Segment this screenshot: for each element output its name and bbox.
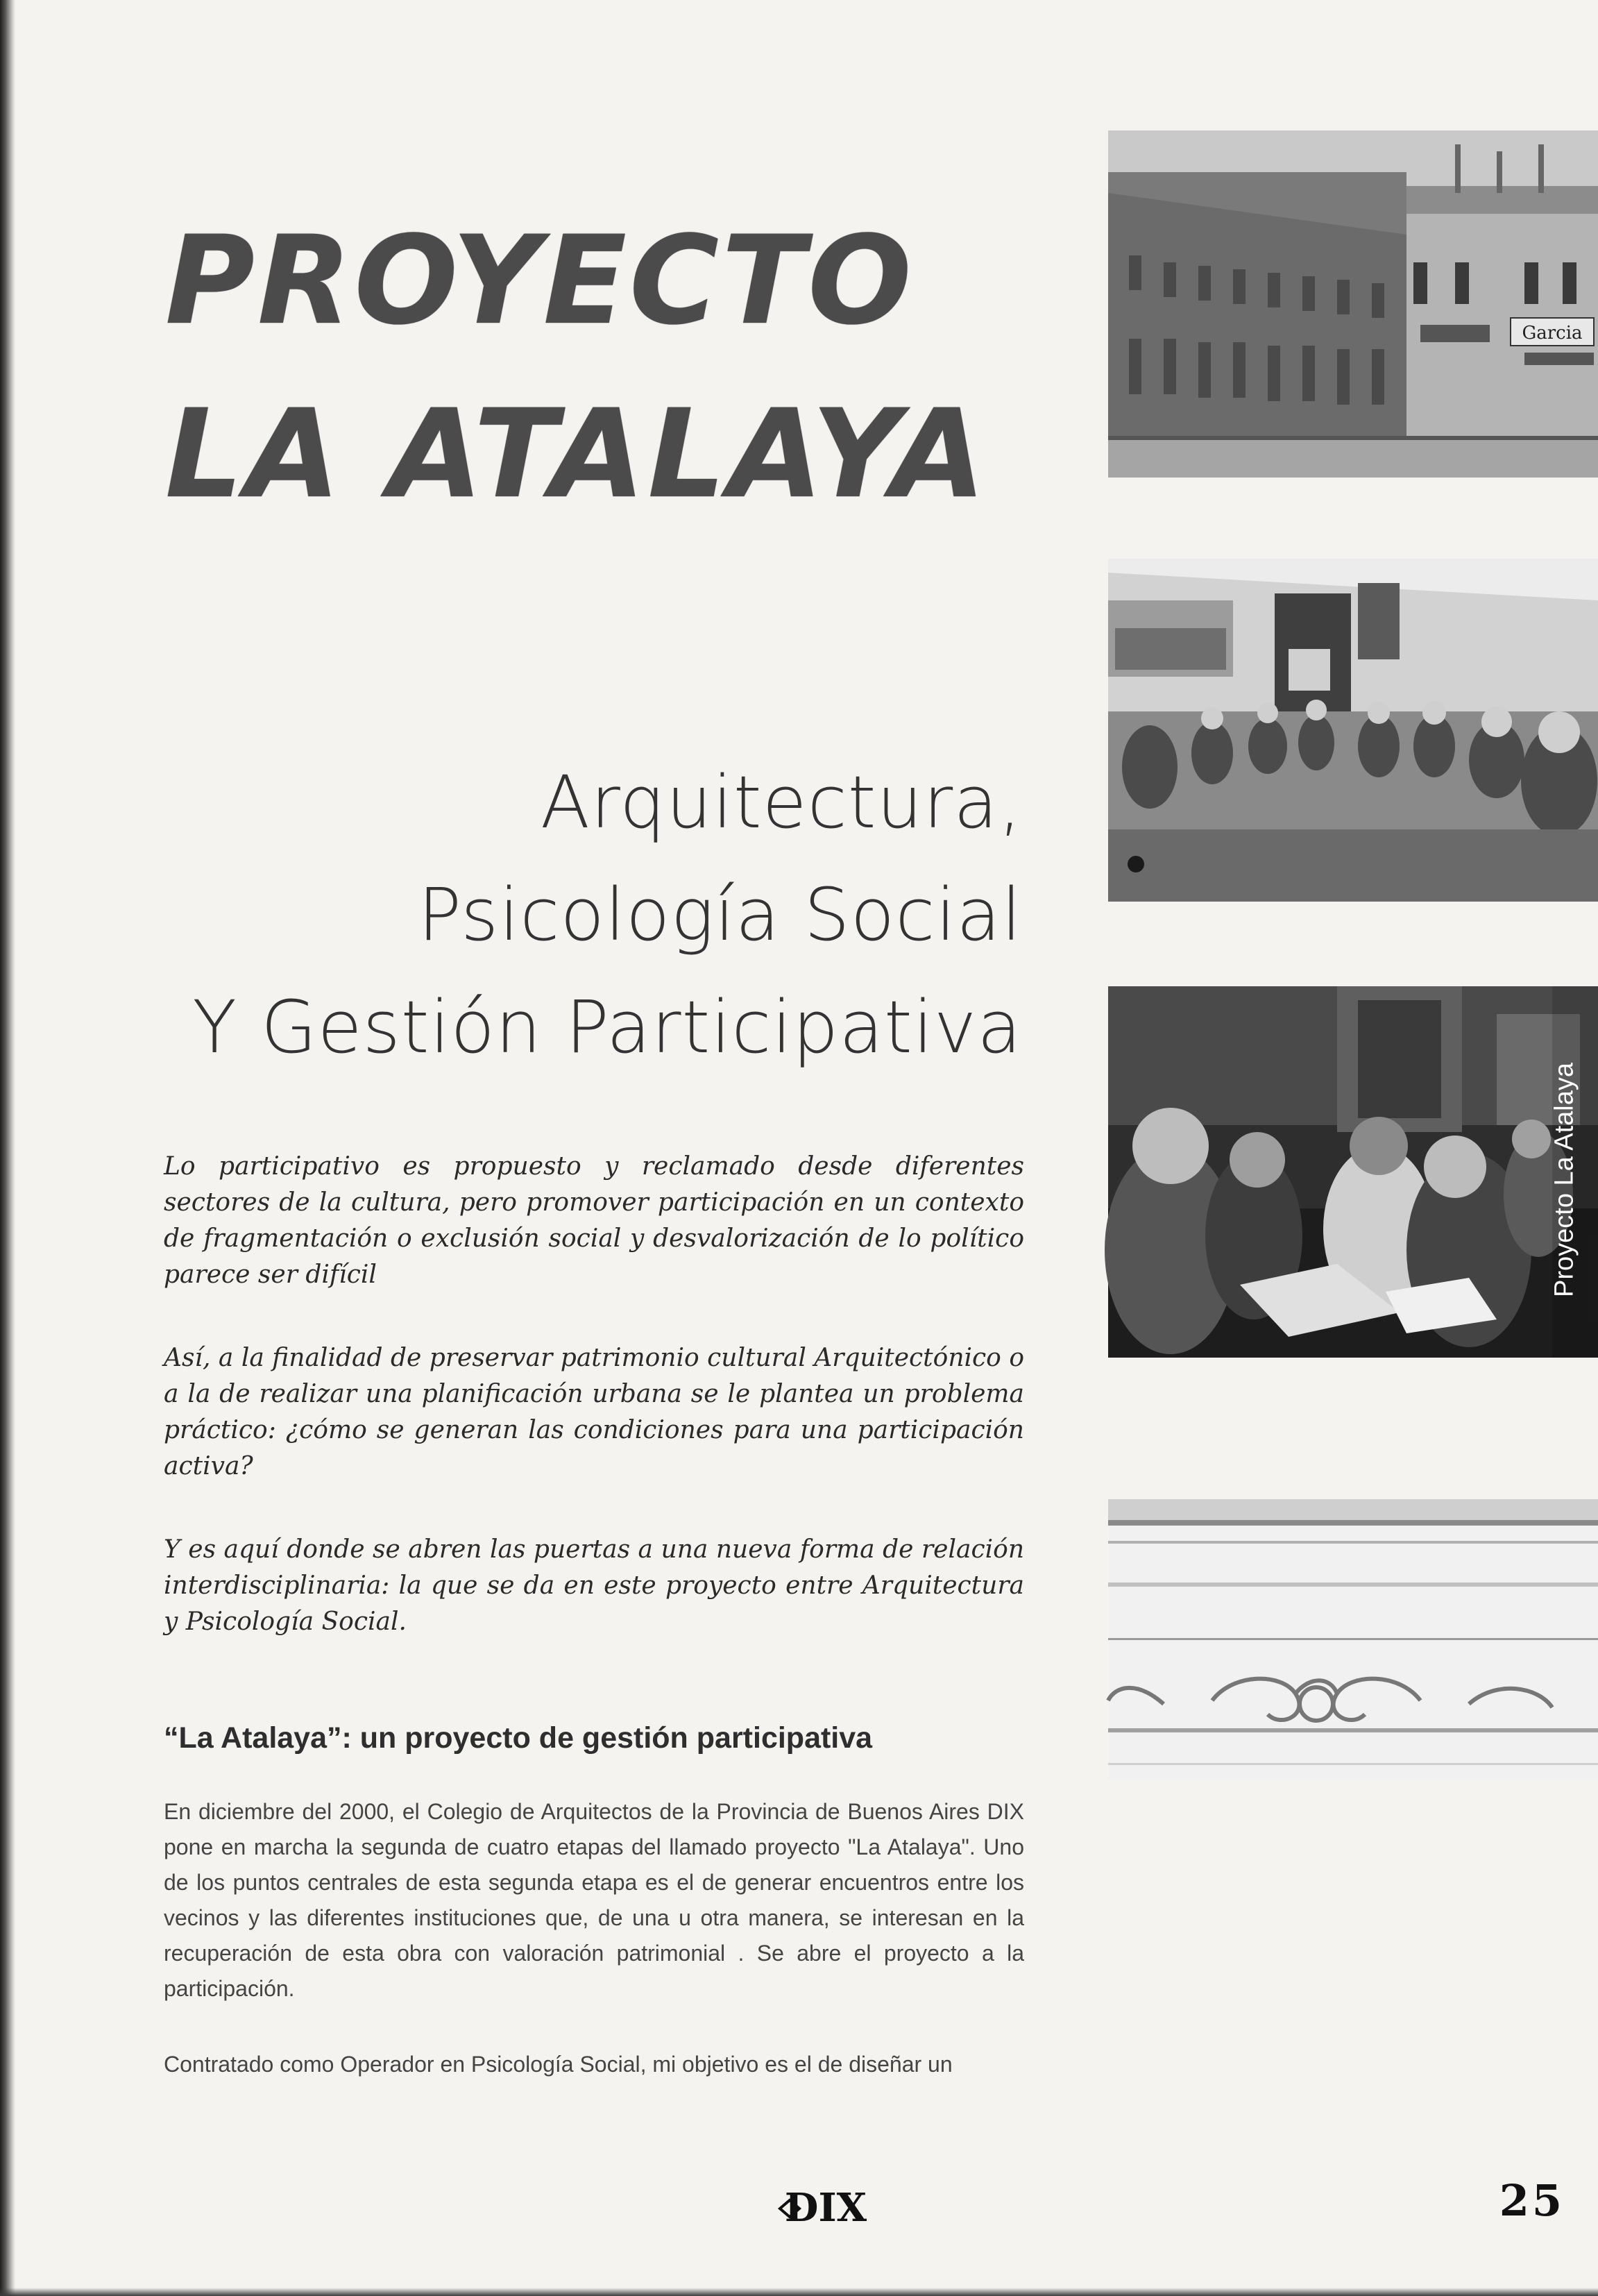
photo-caption: Proyecto La Atalaya: [1549, 1063, 1579, 1297]
binding-shadow: [0, 0, 15, 2296]
body-paragraph-1: En diciembre del 2000, el Colegio de Arquitectos de la Provincia de Buenos Aires DIX pone en marcha la segunda de cuatro etapas del llamado proyecto "La Atalaya". Uno de los puntos centrales de esta segunda etapa es el de generar encuentros entre los vecinos y las diferentes instituciones que, de una u otra manera, se interesan en la recuperación de esta obra con valoración patrimonial . Se abre el proyecto a la participación.: [164, 1799, 1024, 2001]
dix-logo-text: DIX: [784, 2185, 867, 2231]
main-title-line-1: PROYECTO: [165, 210, 915, 352]
intro-paragraph-3: Y es aquí donde se abren las puertas a una nueva forma de relación interdisciplinaria: la que se da en este proyecto entre Arquitectura y Psicología Social.: [164, 1535, 1024, 1636]
intro-paragraph-1: Lo participativo es propuesto y reclamado desde diferentes sectores de la cultura, pero promover participación en un contexto de fragmentación o exclusión social y desvalorización de lo político parece ser difícil: [164, 1152, 1024, 1289]
page-number: 25: [1499, 2175, 1565, 2226]
subtitle-line-2: Psicología Social: [418, 872, 1022, 957]
intro-text: [164, 1149, 1024, 1687]
subtitle-line-1: Arquitectura,: [540, 760, 1022, 845]
building-sign: Garcia: [1522, 323, 1583, 344]
ornament-photo: [1108, 1499, 1598, 1780]
section-heading: “La Atalaya”: un proyecto de gestión participativa: [164, 1721, 873, 1755]
body-text: [164, 1794, 1024, 2122]
main-title-line-2: LA ATALAYA: [165, 383, 989, 525]
subtitle-line-3: Y Gestión Participativa: [192, 985, 1022, 1070]
meeting-photo-2: [1108, 986, 1598, 1358]
intro-paragraph-2: Así, a la finalidad de preservar patrimonio cultural Arquitectónico o a la de realizar una planificación urbana se le plantea un problema práctico: ¿cómo se generan las condiciones para una participación activa?: [164, 1344, 1024, 1480]
body-paragraph-2: Contratado como Operador en Psicología Social, mi objetivo es el de diseñar un: [164, 2052, 953, 2077]
page-bottom-edge: [0, 2288, 1598, 2296]
subtitle: [120, 746, 1022, 1083]
main-title: [165, 194, 1067, 541]
meeting-photo-1: [1108, 559, 1598, 902]
dix-logo: [776, 2181, 867, 2231]
building-photo: [1108, 130, 1598, 478]
